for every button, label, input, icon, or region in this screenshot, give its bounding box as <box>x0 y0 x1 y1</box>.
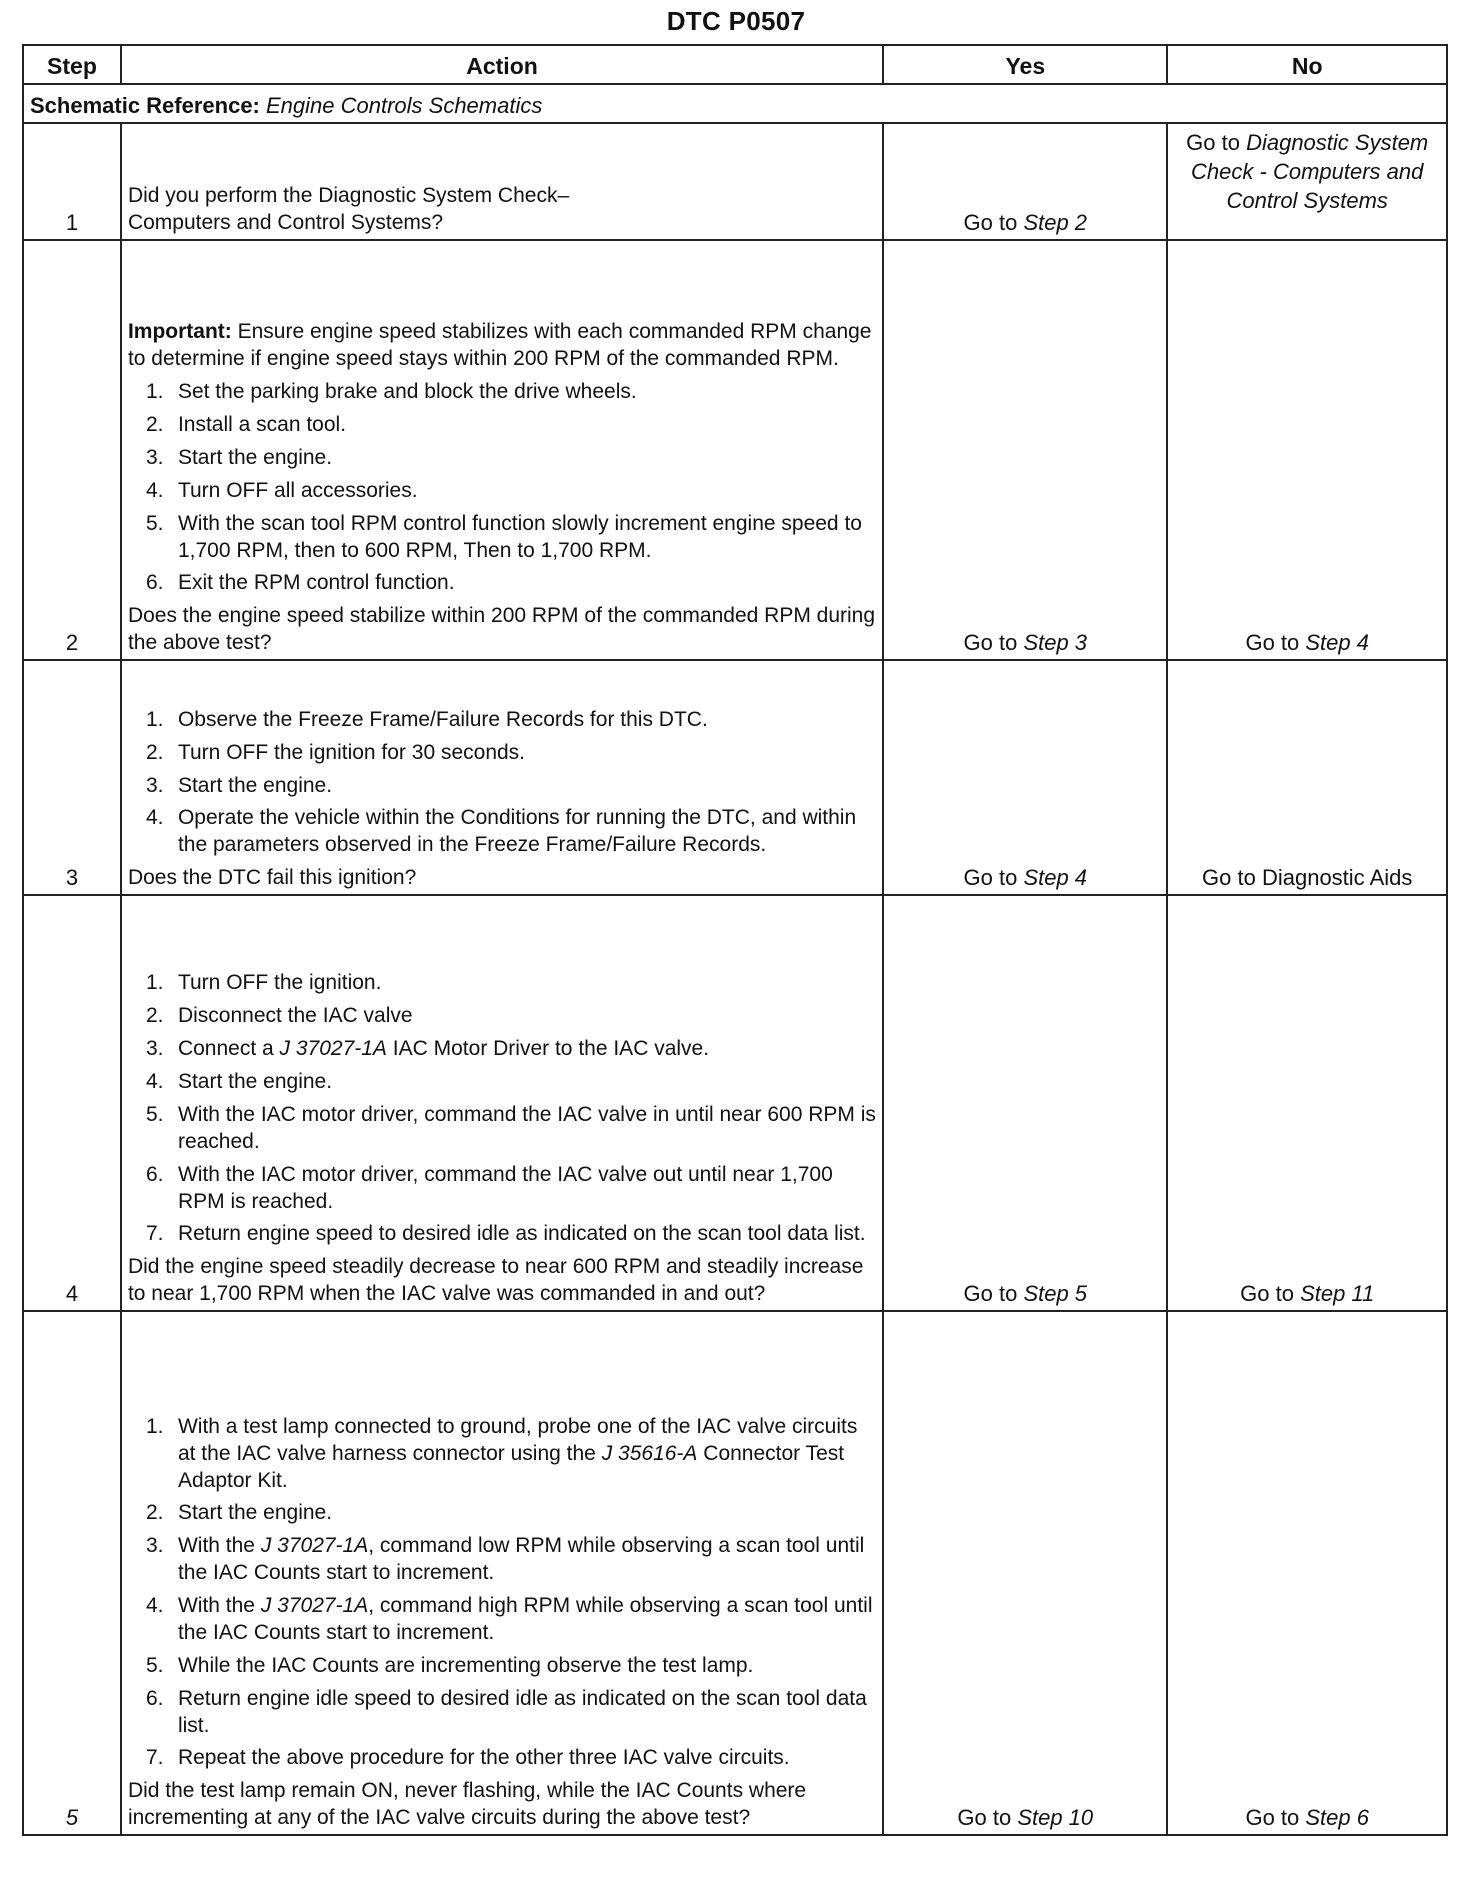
important-label: Important: <box>127 320 232 344</box>
procedure-item-number: 6. <box>145 571 164 595</box>
procedure-item-text: While the IAC Counts are incrementing observe the test lamp. <box>177 1653 754 1677</box>
procedure-item-text: With a test lamp connected to ground, probe one of the IAC valve circuits at the IAC valve harness connector using the <box>177 1414 858 1465</box>
procedure-item <box>128 773 876 800</box>
procedure-item <box>128 1221 876 1248</box>
step-number: 3 <box>23 660 121 895</box>
action-cell <box>121 1311 883 1835</box>
procedure-item-text: IAC Motor Driver to the IAC valve. <box>386 1037 710 1061</box>
tool-number: J 37027-1A <box>260 1594 369 1617</box>
procedure-item <box>128 740 876 767</box>
header-step: Step <box>23 45 121 84</box>
procedure-item-text: With the <box>177 1594 261 1617</box>
action-cell <box>121 240 883 660</box>
procedure-item-text: With the IAC motor driver, command the IAC valve in until near 600 RPM is reached. <box>177 1102 876 1153</box>
procedure-item <box>128 1686 876 1740</box>
procedure-item-number: 5. <box>145 511 164 535</box>
procedure-item <box>128 1745 876 1772</box>
procedure-item-text: Start the engine. <box>177 1501 333 1525</box>
procedure-item-text: Install a scan tool. <box>177 413 347 436</box>
procedure-item-text: With the IAC motor driver, command the IAC valve out until near 1,700 RPM is reached. <box>177 1162 833 1213</box>
procedure-item-number: 2. <box>145 1004 164 1028</box>
procedure-item-number: 1. <box>145 971 164 995</box>
procedure-item-text: With the <box>177 1534 261 1558</box>
header-row <box>23 45 1447 84</box>
page-title: DTC P0507 <box>666 6 806 36</box>
procedure-list <box>128 970 876 1248</box>
no-prefix: Go to <box>1245 1804 1306 1830</box>
procedure-item-number: 3. <box>145 773 164 797</box>
procedure-item <box>128 478 876 505</box>
step-number: 2 <box>23 240 121 660</box>
no-cell <box>1167 1311 1447 1835</box>
procedure-list <box>128 379 876 597</box>
procedure-item-text: Turn OFF the ignition for 30 seconds. <box>177 740 526 764</box>
yes-cell <box>883 123 1167 240</box>
procedure-item-number: 4. <box>145 478 164 502</box>
procedure-item <box>128 707 876 734</box>
no-prefix: Go to <box>1245 629 1306 655</box>
procedure-item-number: 3. <box>145 1534 164 1558</box>
procedure-item-text: Start the engine. <box>177 1070 333 1093</box>
procedure-item-text: Return engine idle speed to desired idle as indicated on the scan tool data list. <box>177 1686 867 1737</box>
yes-prefix: Go to <box>963 1280 1024 1306</box>
procedure-item-number: 2. <box>145 740 164 764</box>
procedure-item-number: 2. <box>145 1501 164 1525</box>
procedure-item-number: 6. <box>145 1162 164 1186</box>
procedure-item-text: Connect a <box>177 1037 280 1061</box>
table-row <box>23 660 1447 895</box>
diagnostic-table <box>22 44 1448 1836</box>
action-cell <box>121 123 883 240</box>
procedure-item-text: Observe the Freeze Frame/Failure Records for this DTC. <box>177 707 708 731</box>
yes-cell <box>883 240 1167 660</box>
procedure-item <box>128 805 876 859</box>
no-diagnostic-aids-link[interactable]: Go to Diagnostic Aids <box>1202 864 1413 890</box>
procedure-item <box>128 445 876 472</box>
yes-step-link[interactable]: Step 5 <box>1023 1280 1088 1306</box>
schematic-value: Engine Controls Schematics <box>259 92 543 118</box>
question-text: Did the engine speed steadily decrease to near 600 RPM and steadily increase to near 1,700 RPM when the IAC valve was commanded in and out? <box>127 1255 864 1306</box>
procedure-item <box>128 379 876 406</box>
no-prefix: Go to <box>1186 130 1247 155</box>
table-row <box>23 1311 1447 1835</box>
question-text: Does the DTC fail this ignition? <box>127 866 417 890</box>
action-cell <box>121 660 883 895</box>
procedure-item-text: Connector Test Adaptor Kit. <box>177 1441 845 1492</box>
table-row <box>23 123 1447 240</box>
procedure-item <box>128 1414 876 1495</box>
procedure-item <box>128 511 876 565</box>
step-number: 1 <box>23 123 121 240</box>
procedure-item <box>128 570 876 597</box>
procedure-item-number: 1. <box>145 1414 164 1438</box>
procedure-item-text: Turn OFF the ignition. <box>177 971 382 995</box>
no-cell <box>1167 240 1447 660</box>
no-cell <box>1167 895 1447 1311</box>
procedure-item-number: 7. <box>145 1746 164 1770</box>
procedure-item-number: 6. <box>145 1686 164 1710</box>
yes-step-link[interactable]: Step 3 <box>1023 629 1088 655</box>
procedure-item-text: Exit the RPM control function. <box>177 571 455 595</box>
step-number: 5 <box>23 1311 121 1835</box>
yes-step-link[interactable]: Step 4 <box>1023 864 1088 890</box>
procedure-item-number: 7. <box>145 1222 164 1246</box>
procedure-item-text: Set the parking brake and block the drive wheels. <box>177 380 637 404</box>
no-cell <box>1167 123 1447 240</box>
step-number: 4 <box>23 895 121 1311</box>
procedure-item-number: 5. <box>145 1653 164 1677</box>
schematic-row <box>23 84 1447 123</box>
header-no: No <box>1167 45 1447 84</box>
procedure-item-number: 4. <box>145 1070 164 1093</box>
procedure-item <box>128 1162 876 1216</box>
no-step-link[interactable]: Step 4 <box>1305 629 1369 655</box>
procedure-item-number: 4. <box>145 1594 164 1617</box>
procedure-item <box>128 1533 876 1587</box>
yes-cell <box>883 660 1167 895</box>
procedure-item <box>128 412 876 439</box>
question-text: Does the engine speed stabilize within 200 RPM of the commanded RPM during the above test? <box>127 604 876 655</box>
table-row <box>23 895 1447 1311</box>
tool-number: J 37027-1A <box>279 1037 387 1061</box>
procedure-item-number: 2. <box>145 413 164 436</box>
procedure-item-text: , command high RPM while observing a scan tool until the IAC Counts start to increment. <box>177 1594 873 1644</box>
important-note <box>128 319 876 373</box>
procedure-list <box>128 1414 876 1773</box>
procedure-item-text: Repeat the above procedure for the other three IAC valve circuits. <box>177 1746 790 1770</box>
procedure-item-text: Start the engine. <box>177 445 333 469</box>
yes-prefix: Go to <box>963 864 1024 890</box>
procedure-item-number: 5. <box>145 1102 164 1126</box>
yes-prefix: Go to <box>963 629 1024 655</box>
no-prefix: Go to <box>1240 1280 1301 1306</box>
header-yes: Yes <box>883 45 1167 84</box>
no-step-link[interactable]: Step 11 <box>1300 1280 1375 1306</box>
schematic-label: Schematic Reference: <box>30 92 260 118</box>
important-text: Ensure engine speed stabilizes with each commanded RPM change to determine if engine speed stays within 200 RPM of the commanded RPM. <box>127 320 872 371</box>
question-text: Did the test lamp remain ON, never flashing, while the IAC Counts where incrementing at any of the IAC valve circuits during the above test? <box>127 1779 807 1830</box>
procedure-item-number: 3. <box>145 1037 164 1061</box>
procedure-item <box>128 1036 876 1063</box>
yes-cell <box>883 1311 1167 1835</box>
procedure-item <box>128 1653 876 1680</box>
tool-number: J 37027-1A <box>260 1534 369 1558</box>
procedure-item-text: Return engine speed to desired idle as indicated on the scan tool data list. <box>177 1222 866 1246</box>
yes-cell <box>883 895 1167 1311</box>
procedure-item-number: 1. <box>145 380 164 404</box>
header-action: Action <box>121 45 883 84</box>
procedure-item <box>128 1069 876 1096</box>
procedure-item-number: 1. <box>145 707 164 731</box>
action-text: Did you perform the Diagnostic System Check– Computers and Control Systems? <box>127 184 570 235</box>
yes-prefix: Go to <box>957 1804 1018 1830</box>
procedure-item <box>128 970 876 997</box>
procedure-item <box>128 1500 876 1527</box>
no-reference-link[interactable]: Diagnostic System Check - Computers and Control Systems <box>1191 130 1429 214</box>
yes-step-link[interactable]: Step 2 <box>1023 209 1088 235</box>
procedure-item-text: Start the engine. <box>177 773 333 797</box>
procedure-item-text: , command low RPM while observing a scan tool until the IAC Counts start to increment. <box>177 1534 865 1585</box>
procedure-item-text: With the scan tool RPM control function slowly increment engine speed to 1,700 RPM, then to 600 RPM, Then to 1,700 RPM. <box>177 511 862 562</box>
procedure-item-text: Disconnect the IAC valve <box>177 1004 413 1028</box>
tool-number: J 35616-A <box>601 1441 698 1465</box>
procedure-list <box>128 707 876 859</box>
schematic-reference <box>23 84 1447 123</box>
procedure-item <box>128 1003 876 1030</box>
procedure-item-number: 4. <box>145 806 164 830</box>
procedure-item <box>128 1593 876 1647</box>
no-step-link[interactable]: Step 6 <box>1305 1804 1369 1830</box>
action-cell <box>121 895 883 1311</box>
procedure-item <box>128 1102 876 1156</box>
procedure-item-text: Turn OFF all accessories. <box>177 478 418 502</box>
procedure-item-text: Operate the vehicle within the Conditions for running the DTC, and within the parameters observed in the Freeze Frame/Failure Records. <box>177 806 857 857</box>
yes-prefix: Go to <box>963 209 1024 235</box>
procedure-item-number: 3. <box>145 445 164 469</box>
table-row <box>23 240 1447 660</box>
yes-step-link[interactable]: Step 10 <box>1017 1804 1094 1830</box>
no-cell <box>1167 660 1447 895</box>
